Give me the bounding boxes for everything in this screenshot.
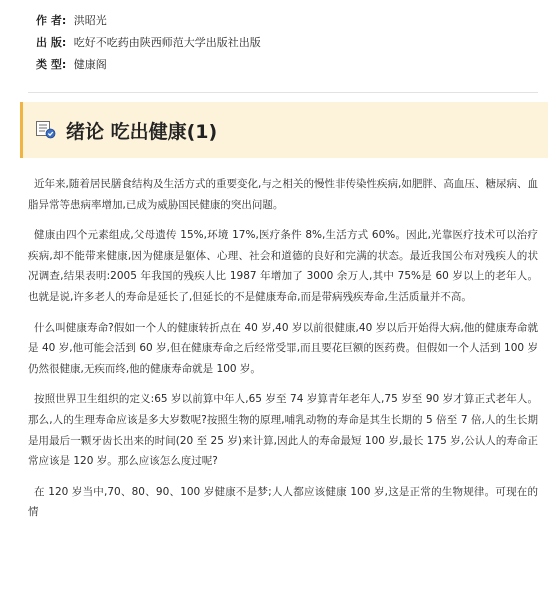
- book-meta: [36, 10, 536, 76]
- publisher-row: [36, 32, 536, 54]
- type-row: [36, 54, 536, 76]
- paragraph-3: 什么叫健康寿命?假如一个人的健康转折点在 40 岁,40 岁以前很健康,40 岁以后开始得大病,他的健康寿命就是 40 岁,他可能会活到 60 岁,但在健康寿命之后经常受罪,而且要花巨额的医药费。但假如一个人活到 100 岁仍然很健康,无疾而终,他的健康寿命就是 100 岁。: [28, 321, 538, 375]
- article-body: [28, 174, 538, 533]
- author-label: 作 者:: [36, 14, 67, 27]
- paragraph-4: 按照世界卫生组织的定义:65 岁以前算中年人,65 岁至 74 岁算青年老年人,75 岁至 90 岁才算正式老年人。那么,人的生理寿命应该是多大岁数呢?按照生物的原理,哺乳动物的寿命是其生长期的 5 倍至 7 倍,人的生长期是用最后一颗牙齿长出来的时间(20 至 25 岁)来计算,因此人的寿命最短 100 岁,最长 175 岁,公认人的寿命正常应该是 120 岁。那么应该怎么度过呢?: [28, 393, 538, 468]
- publisher-value: 吃好不吃药由陕西师范大学出版社出版: [73, 36, 261, 49]
- author-value: 洪昭光: [73, 14, 107, 27]
- paragraph-1: 近年来,随着居民膳食结构及生活方式的重要变化,与之相关的慢性非传染性疾病,如肥胖、高血压、糖尿病、血脂异常等患病率增加,已成为威胁国民健康的突出问题。: [28, 178, 538, 211]
- meta-divider: [28, 92, 538, 93]
- type-label: 类 型:: [36, 58, 67, 71]
- chapter-heading-box: [20, 102, 548, 158]
- paragraph-2: 健康由四个元素组成,父母遗传 15%,环境 17%,医疗条件 8%,生活方式 60%。因此,光靠医疗技术可以治疗疾病,却不能带来健康,因为健康是躯体、心理、社会和道德的良好和完满的状态。最近我国公布对残疾人的状况调查,结果表明:2005 年我国的残疾人比 1987 年增加了 3000 余万人,其中 75%是 60 岁以上的老年人。也就是说,许多老人的寿命是延长了,但延长的不是健康寿命,而是带病残疾寿命,生活质量并不高。: [28, 229, 538, 303]
- author-row: [36, 10, 536, 32]
- publisher-label: 出 版:: [36, 36, 67, 49]
- type-value: 健康阁: [73, 58, 107, 71]
- paragraph-5: 在 120 岁当中,70、80、90、100 岁健康不是梦;人人都应该健康 100 岁,这是正常的生物规律。可现在的情: [28, 485, 538, 519]
- book-icon: [36, 121, 56, 139]
- chapter-title: 绪论 吃出健康(1): [66, 120, 218, 143]
